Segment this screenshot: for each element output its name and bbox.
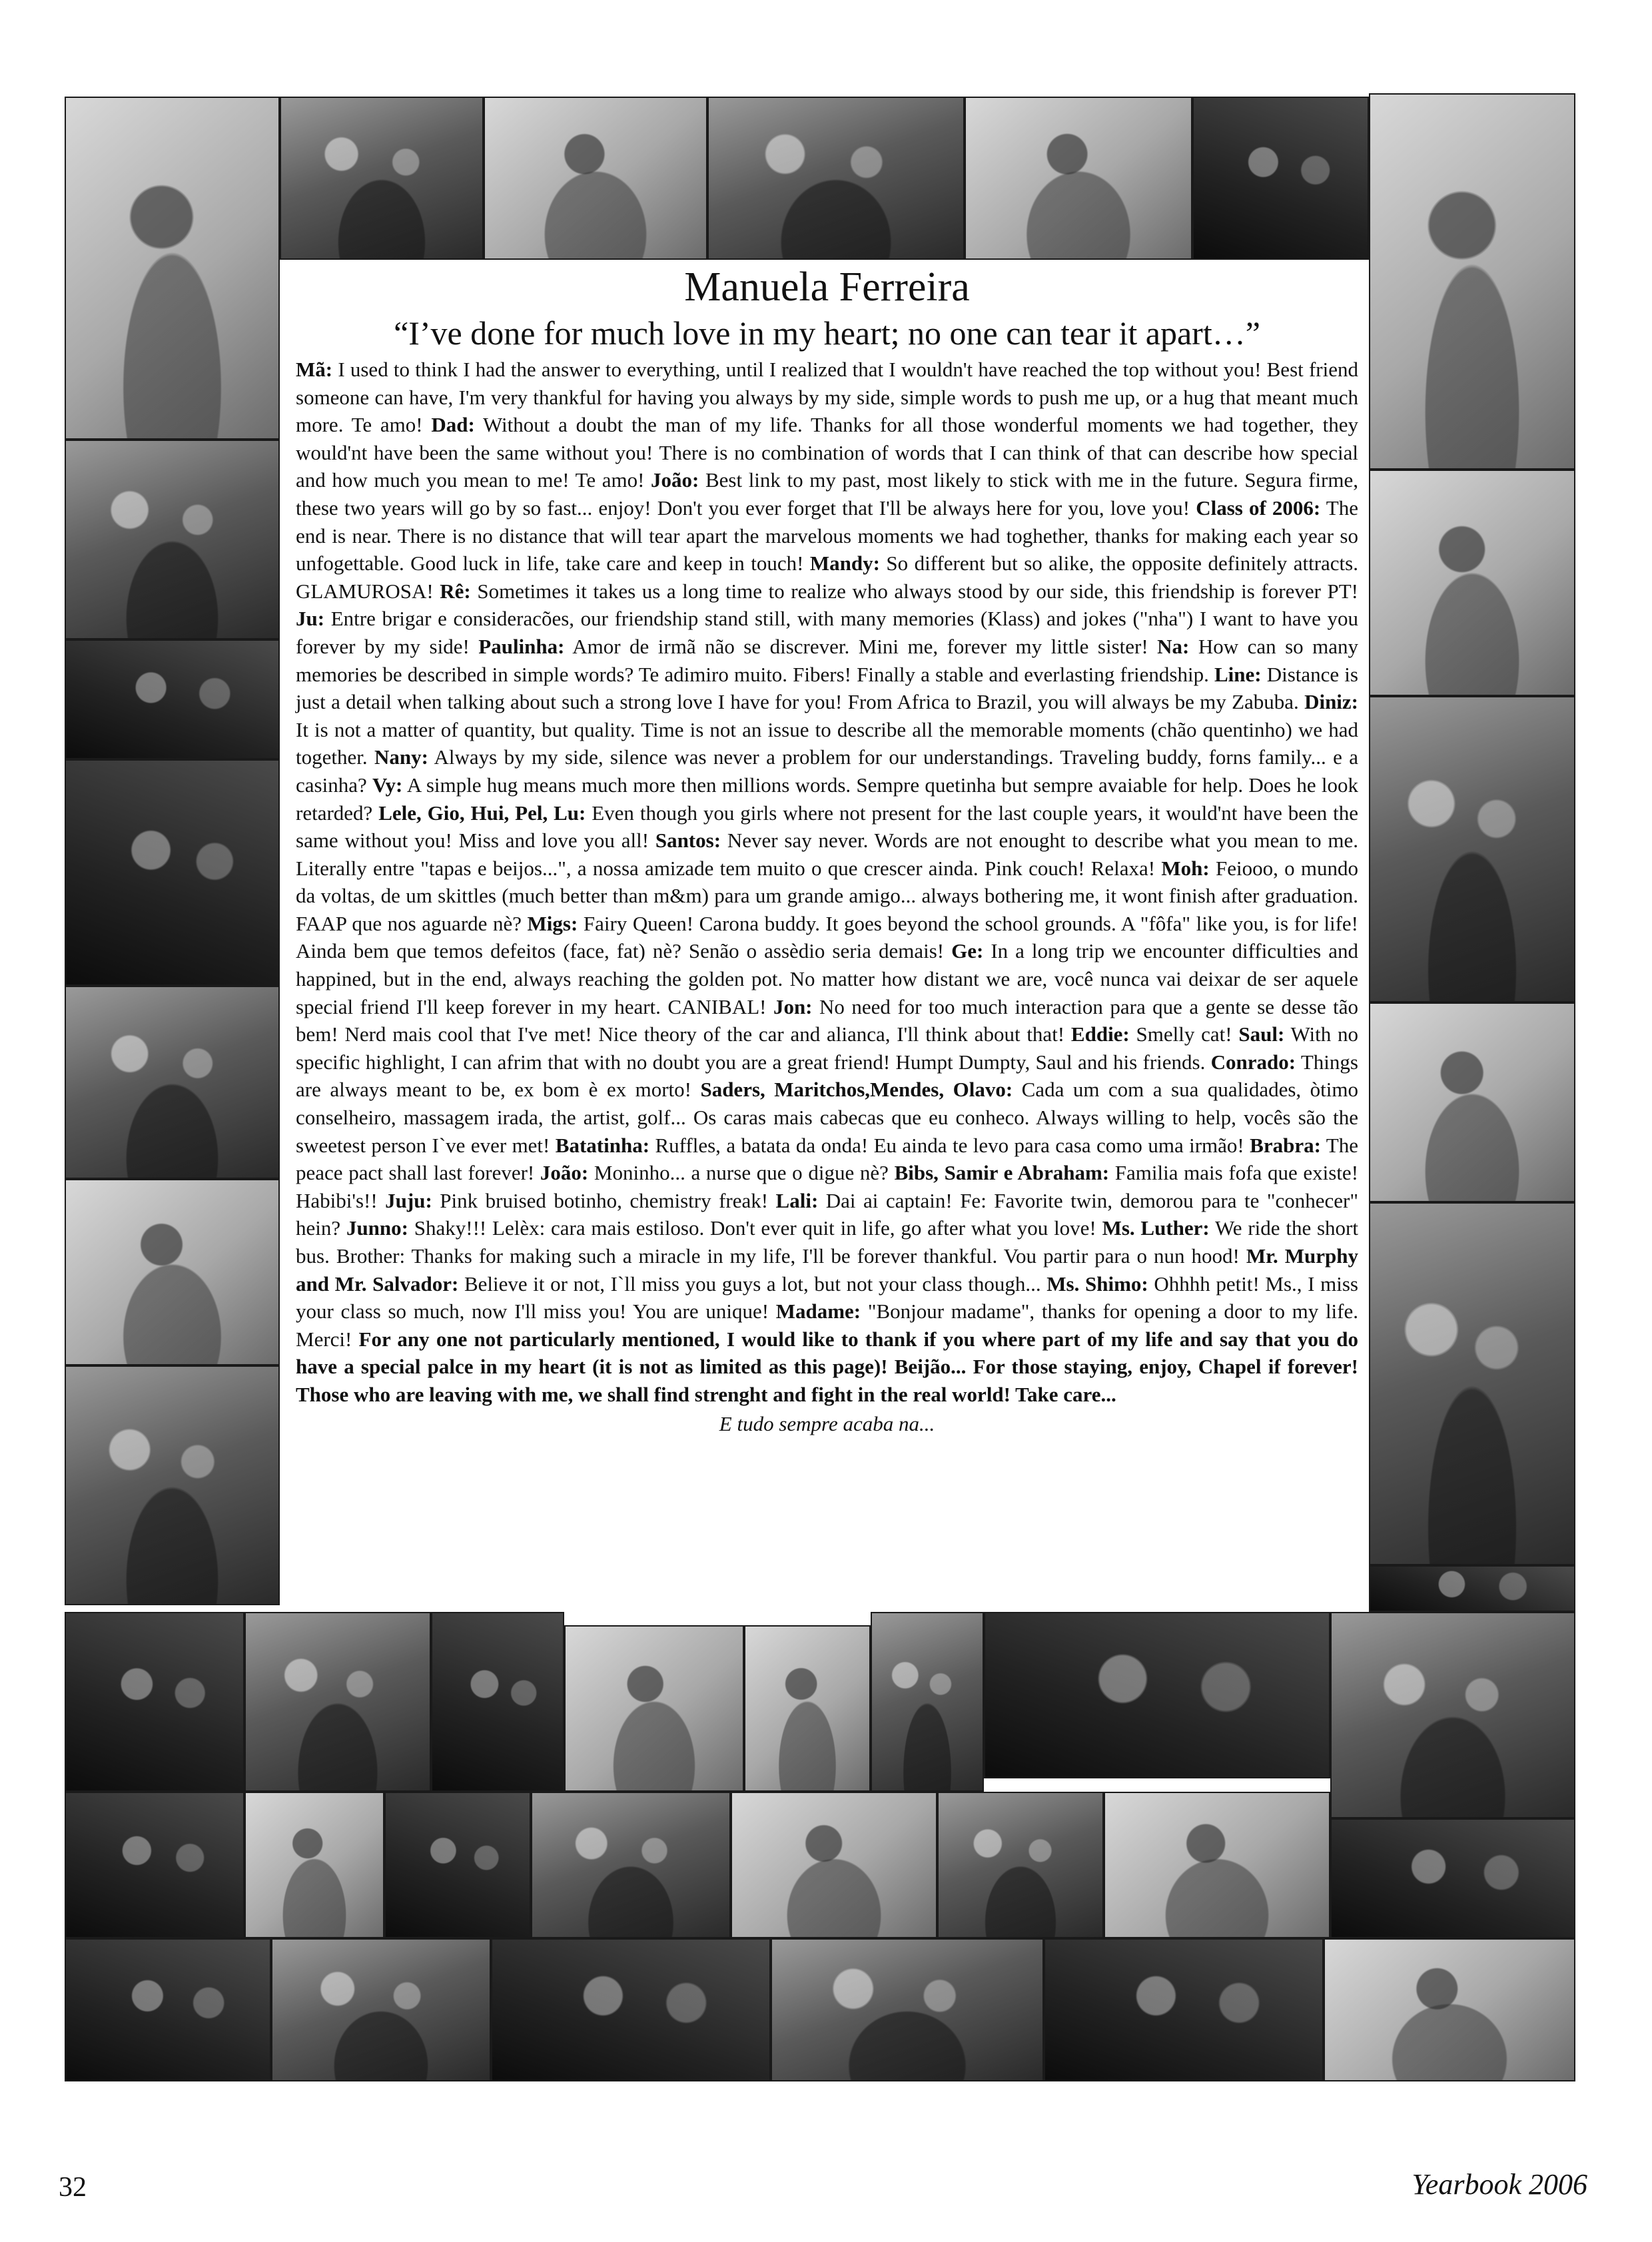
dedication-name: Saders, Maritchos,Mendes, Olavo: <box>700 1078 1013 1102</box>
photo <box>771 1938 1044 2081</box>
photo <box>65 1938 271 2081</box>
photo <box>1044 1938 1324 2081</box>
photo <box>244 1792 384 1938</box>
dedication-name: Eddie: <box>1070 1022 1130 1046</box>
dedication-text: We ride the short bus. Brother: Thanks for making such a miracle in my life, I'll be forever thankful. Vou partir para o nun hood! <box>296 1216 1358 1268</box>
dedication-name: Batatinha: <box>555 1133 650 1157</box>
dedication-text: No need for too much interaction para que a gente se desse tão bem! Nerd mais cool that I've met! Nice theory of the car and alianca, I'll think about that! <box>296 994 1358 1046</box>
dedication-text: With no specific highlight, I can afrim that with no doubt you are a great friend! Humpt Dumpty, Saul and his friends. <box>296 1022 1358 1074</box>
closing-remarks: For any one not particularly mentioned, I would like to thank if you where part of my life and say that you do have a special palce in my heart (it is not as limited as this page)! Beijão... For those staying, enjoy, Chapel if forever! Those who are leaving with me, we shall find strenght and fight in the real world! Take care... <box>296 1327 1358 1406</box>
photo <box>1369 1565 1575 1612</box>
dedication-text: Amor de irmã não se discrever. Mini me, forever my little sister! <box>564 634 1158 658</box>
photo <box>1369 1202 1575 1565</box>
photo <box>1324 1938 1575 2081</box>
photo <box>65 1365 280 1605</box>
dedication-name: Nany: <box>374 745 428 769</box>
dedication-name: Ju: <box>296 607 325 631</box>
photo <box>65 986 280 1179</box>
photo <box>431 1612 564 1792</box>
dedication-name: Santos: <box>655 829 721 853</box>
photo <box>1369 470 1575 696</box>
photo <box>484 97 707 260</box>
photo <box>937 1792 1104 1938</box>
dedication-text: Believe it or not, I`ll miss you guys a lot, but not your class though... <box>458 1272 1047 1296</box>
photo <box>1369 696 1575 1002</box>
dedication-text: How can so many memories be described in simple words? Te adimiro muito. Fibers! Finally a stable and everlasting friendship. <box>296 634 1358 686</box>
dedication-text: In a long trip we encounter difficulties and happined, but in the end, always reaching the golden pot. No matter how distant we are, você nunca vai deixar de ser aquele special friend I'll keep forever in my heart. CANIBAL! <box>296 939 1358 1018</box>
photo <box>871 1612 984 1792</box>
dedication-name: Lali: <box>775 1188 819 1212</box>
dedication-name: Line: <box>1214 662 1262 686</box>
photo <box>65 1792 244 1938</box>
dedication-name: Na: <box>1157 634 1190 658</box>
photo <box>1192 97 1369 260</box>
photo <box>1369 1002 1575 1202</box>
tribute-message <box>296 356 1358 1409</box>
dedication-name: João: <box>540 1161 589 1185</box>
dedication-text: Things are always meant to be, ex bom è ex morto! <box>296 1050 1358 1102</box>
dedication-name: Lele, Gio, Hui, Pel, Lu: <box>378 801 586 825</box>
dedication-text: Best link to my past, most likely to stick with me in the future. Segura firme, these two years will go by so fast... enjoy! Don't you ever forget that I'll be always here for you, love you! <box>296 468 1358 520</box>
dedication-name: Saul: <box>1238 1022 1285 1046</box>
photo <box>731 1792 937 1938</box>
dedication-text: Distance is just a detail when talking about such a strong love I have for you! From Africa to Brazil, you will always be my Zabuba. <box>296 662 1358 714</box>
photo <box>744 1625 871 1792</box>
dedication-text: "Bonjour madame", thanks for opening a door to my life. Merci! <box>296 1300 1359 1351</box>
photo <box>65 97 280 440</box>
dedication-text: So different but so alike, the opposite definitely attracts. GLAMUROSA! <box>296 552 1358 603</box>
photo <box>65 1612 244 1792</box>
dedication-name: Madame: <box>775 1300 861 1323</box>
dedication-name: Migs: <box>527 911 578 935</box>
dedication-text: Pink bruised botinho, chemistry freak! <box>432 1188 776 1212</box>
dedication-name: Ge: <box>951 939 984 963</box>
dedication-text: I used to think I had the answer to everything, until I realized that I wouldn't have reached the top without you! Best friend someone can have, I'm very thankful for having you always by my side, simple words to push me up, or a hug that meant much more. Te amo! <box>296 358 1358 437</box>
dedication-name: Jon: <box>773 994 813 1018</box>
photo <box>65 639 280 759</box>
photo <box>984 1612 1330 1778</box>
photo <box>244 1612 431 1792</box>
dedication-name: Paulinha: <box>478 634 565 658</box>
closing-line: E tudo sempre acaba na... <box>719 1411 935 1435</box>
photo <box>1330 1612 1575 1818</box>
dedication-text: Familia mais fofa que existe! Habibi's!! <box>296 1161 1359 1212</box>
photo <box>65 759 280 986</box>
dedication-text: Even though you girls where not present for the last couple years, it would'nt have been the same without you! Miss and love you all! <box>296 801 1359 853</box>
dedication-text: Cada um com a sua qualidades, òtimo conselheiro, massagem irada, the artist, golf... Os caras mais cabecas que eu conheco. Always willing to help, vocês são the sweetest person I`ve ever met! <box>296 1078 1358 1157</box>
dedication-text: The peace pact shall last forever! <box>296 1133 1358 1185</box>
dedication-text: Shaky!!! Lelèx: cara mais estiloso. Don't ever quit in life, go after what you love! <box>408 1216 1102 1240</box>
dedication-text: Always by my side, silence was never a problem for our understandings. Traveling buddy, forns family... e a casinha? <box>296 745 1358 797</box>
photo <box>384 1792 531 1938</box>
photo <box>1104 1792 1330 1938</box>
dedication-text: Smelly cat! <box>1129 1022 1239 1046</box>
photo <box>65 1179 280 1365</box>
dedication-name: Mandy: <box>809 552 880 575</box>
dedication-name: Vy: <box>372 773 403 797</box>
dedication-name: Juju: <box>385 1188 432 1212</box>
tribute-text-box <box>285 260 1369 1612</box>
photo <box>1330 1818 1575 1938</box>
dedication-text: Sometimes it takes us a long time to realize who always stood by our side, this friendship is forever PT! <box>470 579 1359 603</box>
photo <box>280 97 484 260</box>
dedication-name: Class of 2006: <box>1196 496 1321 520</box>
dedication-text: Entre brigar e consideracões, our friendship stand still, with many memories (Klass) and jokes ("nha") I want to have you forever by my side! <box>296 607 1358 658</box>
dedication-name: João: <box>651 468 699 492</box>
dedication-name: Rê: <box>440 579 471 603</box>
dedication-name: Ms. Luther: <box>1102 1216 1210 1240</box>
page-number: 32 <box>59 2172 87 2203</box>
photo <box>491 1938 771 2081</box>
dedication-text: Moninho... a nurse que o digue nè? <box>588 1161 895 1185</box>
photo <box>531 1792 731 1938</box>
dedication-text: Ohhhh petit! Ms., I miss your class so much, now I'll miss you! You are unique! <box>296 1272 1358 1323</box>
dedication-text: Without a doubt the man of my life. Thanks for all those wonderful moments we had together, they would'nt have been the same without you! There is no combination of words that I can think of that can describe how special and how much you mean to me! Te amo! <box>296 413 1358 492</box>
dedication-text: Dai ai captain! Fe: Favorite twin, demorou para te "conhecer" hein? <box>296 1188 1358 1240</box>
dedication-name: Mã: <box>296 358 333 381</box>
photo <box>1369 93 1575 470</box>
dedication-text: Never say never. Words are not enought to describe what you mean to me. Literally entre "tapas e beijos...", a nossa amizade tem muito o que crescer ainda. Pink couch! Relaxa! <box>296 829 1358 880</box>
photo <box>564 1625 744 1792</box>
dedication-name: Moh: <box>1161 856 1210 880</box>
dedication-text: Feiooo, o mundo da voltas, de um skittles (much better than m&m) para um grande amigo... always bothering me, it wont finish after graduation. FAAP que nos aguarde nè? <box>296 856 1359 935</box>
footer-title: Yearbook 2006 <box>1412 2168 1587 2201</box>
dedication-name: Diniz: <box>1304 690 1358 714</box>
photo <box>65 440 280 639</box>
photo <box>965 97 1192 260</box>
dedication-name: Junno: <box>346 1216 408 1240</box>
dedication-text: It is not a matter of quantity, but quality. Time is not an issue to describe all the memorable moments (chão quentinho) we had together. <box>296 717 1358 769</box>
dedication-name: Mr. Murphy and Mr. Salvador: <box>296 1244 1358 1296</box>
dedication-name: Conrado: <box>1210 1050 1296 1074</box>
dedication-text: Fairy Queen! Carona buddy. It goes beyond the school grounds. A "fôfa" like you, is for life! Ainda bem que temos defeitos (face, fat) nè? Senão o assèdio seria demais! <box>296 911 1358 963</box>
dedication-name: Brabra: <box>1250 1133 1321 1157</box>
dedication-text: Ruffles, a batata da onda! Eu ainda te levo para casa como uma irmão! <box>649 1133 1250 1157</box>
student-name: Manuela Ferreira <box>684 264 970 310</box>
photo <box>271 1938 491 2081</box>
dedication-name: Ms. Shimo: <box>1046 1272 1148 1296</box>
photo <box>707 97 965 260</box>
dedication-text: The end is near. There is no distance that will tear apart the marvelous moments we had toghether, thanks for making each year so unfogettable. Good luck in life, take care and keep in touch! <box>296 496 1358 575</box>
dedication-name: Dad: <box>431 413 475 437</box>
dedication-name: Bibs, Samir e Abraham: <box>894 1161 1110 1185</box>
dedication-text: A simple hug means much more then millions words. Sempre quetinha but sempre avaiable for help. Does he look retarded? <box>296 773 1358 825</box>
student-quote: “I’ve done for much love in my heart; no one can tear it apart…” <box>394 314 1260 352</box>
